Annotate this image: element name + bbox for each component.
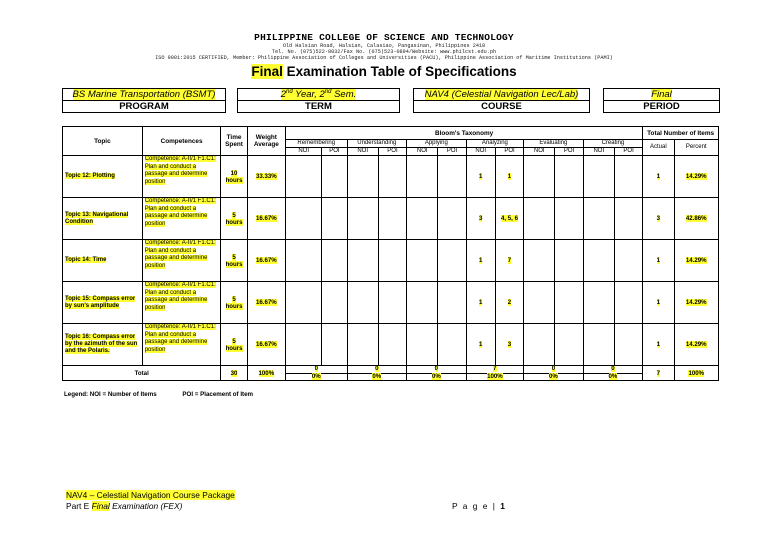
percent-cell: 14.29% xyxy=(674,324,719,366)
topic-cell: Topic 12: Plotting xyxy=(63,156,143,198)
analyzing-poi-cell: 7 xyxy=(495,240,523,282)
period-value: Final xyxy=(651,89,672,101)
noi-header: NOI xyxy=(466,148,495,156)
term-value-cell xyxy=(238,89,400,101)
actual-cell: 1 xyxy=(643,324,674,366)
poi-header: POI xyxy=(378,148,406,156)
poi-header: POI xyxy=(322,148,347,156)
total-label: Total xyxy=(63,366,221,381)
analyzing-noi-cell: 1 xyxy=(466,324,495,366)
total-weight: 100% xyxy=(247,366,285,381)
noi-header: NOI xyxy=(524,148,555,156)
col-weight-average: Weight Average xyxy=(247,127,285,156)
course-value: NAV4 (Celestial Navigation Lec/Lab) xyxy=(424,89,579,101)
percent-cell: 14.29% xyxy=(674,156,719,198)
term-value: 2nd Year, 2nd Sem. xyxy=(280,89,357,101)
poi-header: POI xyxy=(495,148,523,156)
actual-cell: 1 xyxy=(643,156,674,198)
weight-cell: 16.67% xyxy=(247,324,285,366)
col-time-spent: Time Spent xyxy=(221,127,247,156)
footer-part: Part E Final Examination (FEX) xyxy=(66,500,183,511)
actual-cell: 1 xyxy=(643,282,674,324)
topic-cell: Topic 13: Navigational Condition xyxy=(63,198,143,240)
title-rest: Examination Table of Specifications xyxy=(282,63,517,79)
period-value-cell xyxy=(604,89,720,101)
total-time: 30 xyxy=(221,366,247,381)
col-actual: Actual xyxy=(643,140,674,156)
level-applying: Applying xyxy=(407,140,467,148)
percent-cell: 14.29% xyxy=(674,282,719,324)
poi-header: POI xyxy=(614,148,642,156)
competence-cell: Competence: A-II/1 F1.C1: Plan and conduct a passage and determine position xyxy=(142,156,221,198)
level-evaluating: Evaluating xyxy=(524,140,584,148)
analyzing-noi-cell: 1 xyxy=(466,282,495,324)
table-row xyxy=(63,156,719,198)
specifications-table xyxy=(62,126,719,381)
title-highlight: Final xyxy=(251,63,283,79)
competence-cell: Competence: A-II/1 F1.C1: Plan and conduct a passage and determine position xyxy=(142,198,221,240)
total-analyzing: 7 100% xyxy=(466,366,524,381)
legend-poi: POI = Placement of Item xyxy=(182,391,254,398)
total-remembering: 0 0% xyxy=(286,366,348,381)
table-row xyxy=(63,240,719,282)
total-row xyxy=(63,366,719,381)
col-total-items: Total Number of Items xyxy=(643,127,719,140)
level-understanding: Understanding xyxy=(347,140,407,148)
term-label: TERM xyxy=(238,101,400,113)
poi-header: POI xyxy=(438,148,466,156)
col-competences: Competences xyxy=(142,127,221,156)
col-topic: Topic xyxy=(63,127,143,156)
competence-cell: Competence: A-II/1 F1.C1: Plan and conduct a passage and determine position xyxy=(142,240,221,282)
document-title xyxy=(0,64,768,79)
college-address: Old Halsian Road, Halsian, Calasiao, Pangasinan, Philippines 2418 xyxy=(282,43,486,49)
course-label: COURSE xyxy=(414,101,590,113)
analyzing-poi-cell: 2 xyxy=(495,282,523,324)
weight-cell: 16.67% xyxy=(247,198,285,240)
total-percent: 100% xyxy=(674,366,719,381)
time-cell: 5 hours xyxy=(221,324,247,366)
analyzing-poi-cell: 4, 5, 6 xyxy=(495,198,523,240)
level-creating: Creating xyxy=(583,140,643,148)
noi-header: NOI xyxy=(583,148,614,156)
actual-cell: 1 xyxy=(643,240,674,282)
program-label: PROGRAM xyxy=(63,101,226,113)
total-evaluating: 0 0% xyxy=(524,366,584,381)
time-cell: 5 hours xyxy=(221,240,247,282)
program-value: BS Marine Transportation (BSMT) xyxy=(72,89,216,101)
time-cell: 5 hours xyxy=(221,282,247,324)
period-label: PERIOD xyxy=(604,101,720,113)
topic-cell: Topic 14: Time xyxy=(63,240,143,282)
time-cell: 10 hours xyxy=(221,156,247,198)
weight-cell: 16.67% xyxy=(247,282,285,324)
competence-cell: Competence: A-II/1 F1.C1: Plan and conduct a passage and determine position xyxy=(142,282,221,324)
percent-cell: 42.86% xyxy=(674,198,719,240)
course-value-cell xyxy=(414,89,590,101)
college-certification: ISO 9001:2015 CERTIFIED, Member: Philippine Association of Colleges and Universities (PACU), Philippine Association of Maritime Institutions (PAMI) xyxy=(155,55,613,62)
table-row xyxy=(63,324,719,366)
analyzing-noi-cell: 3 xyxy=(466,198,495,240)
total-actual: 7 xyxy=(643,366,674,381)
poi-header: POI xyxy=(555,148,583,156)
analyzing-noi-cell: 1 xyxy=(466,240,495,282)
document-header xyxy=(0,32,768,79)
footer-course-package: NAV4 – Celestial Navigation Course Package xyxy=(66,490,235,500)
percent-cell: 14.29% xyxy=(674,240,719,282)
legend-noi: Legend: NOI = Number of Items xyxy=(64,391,157,398)
topic-cell: Topic 16: Compass error by the azimuth of the sun and the Polaris. xyxy=(63,324,143,366)
table-row xyxy=(63,198,719,240)
document-footer xyxy=(66,490,235,511)
weight-cell: 16.67% xyxy=(247,240,285,282)
competence-cell: Competence: A-II/1 F1.C1: Plan and conduct a passage and determine position xyxy=(142,324,221,366)
course-meta-table xyxy=(62,88,720,113)
noi-header: NOI xyxy=(347,148,378,156)
actual-cell: 3 xyxy=(643,198,674,240)
college-name: PHILIPPINE COLLEGE OF SCIENCE AND TECHNOLOGY xyxy=(254,32,514,43)
page-number: P a g e | 1 xyxy=(452,501,505,511)
col-blooms-taxonomy: Bloom's Taxonomy xyxy=(286,127,643,140)
college-contact: Tel. No. (075)522-8032/Fax No. (075)523-0894/Website: www.philcst.edu.ph xyxy=(271,49,497,56)
program-value-cell xyxy=(63,89,226,101)
level-remembering: Remembering xyxy=(286,140,348,148)
weight-cell: 33.33% xyxy=(247,156,285,198)
noi-header: NOI xyxy=(407,148,438,156)
time-cell: 5 hours xyxy=(221,198,247,240)
analyzing-noi-cell: 1 xyxy=(466,156,495,198)
table-legend xyxy=(64,391,277,398)
noi-header: NOI xyxy=(286,148,322,156)
total-understanding: 0 0% xyxy=(347,366,407,381)
col-percent: Percent xyxy=(674,140,719,156)
level-analyzing: Analyzing xyxy=(466,140,524,148)
analyzing-poi-cell: 3 xyxy=(495,324,523,366)
total-creating: 0 0% xyxy=(583,366,643,381)
analyzing-poi-cell: 1 xyxy=(495,156,523,198)
topic-cell: Topic 15: Compass error by sun's amplitude xyxy=(63,282,143,324)
total-applying: 0 0% xyxy=(407,366,467,381)
table-row xyxy=(63,282,719,324)
